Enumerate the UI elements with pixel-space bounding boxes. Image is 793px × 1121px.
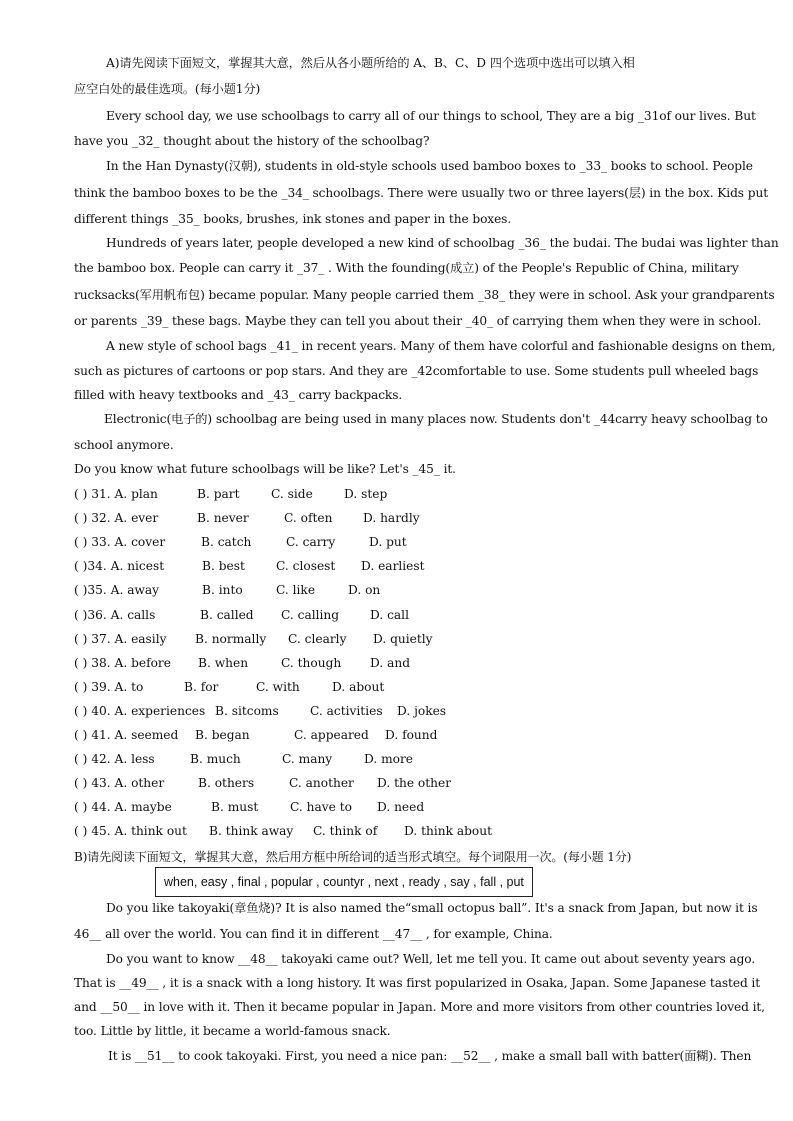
option-c: C. carry bbox=[286, 535, 336, 550]
question-stem-option-a: ( ) 44. A. maybe bbox=[74, 800, 172, 815]
question-stem-option-a: ( ) 42. A. less bbox=[74, 752, 155, 767]
option-c: C. have to bbox=[290, 800, 352, 815]
question-row bbox=[74, 703, 494, 719]
option-d: D. about bbox=[332, 679, 385, 694]
section-a-instruction-line-2: 应空白处的最佳选项。(每小题1分) bbox=[74, 82, 261, 96]
passage-a-line: A new style of school bags _41_ in recent years. Many of them have colorful and fashionable designs on them, bbox=[106, 339, 776, 353]
option-d: D. earliest bbox=[361, 559, 425, 574]
option-d: D. quietly bbox=[373, 631, 433, 646]
option-b: B. never bbox=[197, 511, 249, 526]
option-b: B. into bbox=[202, 583, 243, 598]
option-c: C. think of bbox=[313, 824, 378, 839]
question-row bbox=[74, 631, 494, 647]
option-c: C. side bbox=[271, 487, 313, 501]
option-b: B. think away bbox=[209, 824, 294, 839]
question-stem-option-a: ( ) 32. A. ever bbox=[74, 511, 159, 526]
option-b: B. must bbox=[211, 800, 259, 815]
question-row bbox=[74, 727, 494, 743]
option-d: D. need bbox=[377, 800, 425, 815]
passage-b-line: It is __51__ to cook takoyaki. First, you need a nice pan: __52__ , make a small ball with batter(面糊). Then bbox=[108, 1049, 752, 1063]
option-c: C. activities bbox=[310, 703, 383, 718]
question-stem-option-a: ( ) 37. A. easily bbox=[74, 631, 167, 646]
option-c: C. appeared bbox=[294, 728, 369, 742]
passage-a-line: filled with heavy textbooks and _43_ carry backpacks. bbox=[74, 388, 403, 402]
option-d: D. and bbox=[370, 655, 411, 670]
question-row bbox=[74, 655, 494, 671]
option-d: D. the other bbox=[377, 776, 452, 791]
option-b: B. best bbox=[202, 559, 245, 574]
passage-b-line: That is __49__ , it is a snack with a long history. It was first popularized in Osaka, Japan. Some Japanese tasted it bbox=[74, 976, 761, 990]
option-d: D. found bbox=[385, 728, 438, 742]
option-c: C. clearly bbox=[288, 631, 347, 646]
option-c: C. with bbox=[256, 679, 300, 694]
option-d: D. more bbox=[364, 752, 414, 767]
passage-a-line: rucksacks(军用帆布包) became popular. Many people carried them _38_ they were in school. Ask your grandparents bbox=[74, 288, 775, 302]
section-b-instruction: B)请先阅读下面短文，掌握其大意，然后用方框中所给词的适当形式填空。每个词限用一次。(每小题 1分) bbox=[74, 850, 632, 864]
option-d: D. hardly bbox=[363, 511, 420, 526]
option-b: B. catch bbox=[201, 535, 252, 550]
option-b: B. much bbox=[190, 752, 241, 767]
passage-a-line: Every school day, we use schoolbags to carry all of our things to school, They are a big _31of our lives. But bbox=[106, 109, 756, 123]
option-b: B. for bbox=[184, 679, 219, 694]
passage-b-line: too. Little by little, it became a world-famous snack. bbox=[74, 1024, 391, 1038]
passage-a-line: different things _35_ books, brushes, ink stones and paper in the boxes. bbox=[74, 212, 512, 226]
question-stem-option-a: ( ) 41. A. seemed bbox=[74, 728, 179, 742]
word-box: when, easy , final , popular , countyr , next , ready , say , fall , put bbox=[155, 867, 533, 897]
option-d: D. jokes bbox=[397, 703, 447, 718]
section-a-instruction-line-1: A)请先阅读下面短文，掌握其大意，然后从各小题所给的 A、B、C、D 四个选项中选出可以填入相 bbox=[106, 56, 635, 70]
question-row bbox=[74, 582, 494, 598]
option-d: D. think about bbox=[404, 824, 492, 839]
question-row bbox=[74, 799, 494, 815]
passage-a-line: Do you know what future schoolbags will be like? Let's _45_ it. bbox=[74, 462, 456, 476]
option-d: D. on bbox=[348, 583, 381, 598]
question-stem-option-a: ( )35. A. away bbox=[74, 583, 160, 598]
question-row bbox=[74, 534, 494, 550]
option-c: C. though bbox=[281, 655, 342, 670]
option-b: B. others bbox=[198, 776, 255, 791]
passage-a-line: have you _32_ thought about the history of the schoolbag? bbox=[74, 134, 430, 148]
passage-b-line: 46__ all over the world. You can find it in different __47__ , for example, China. bbox=[74, 927, 553, 941]
question-stem-option-a: ( ) 38. A. before bbox=[74, 655, 171, 670]
question-stem-option-a: ( )36. A. calls bbox=[74, 607, 156, 622]
option-b: B. part bbox=[197, 487, 240, 501]
passage-b-line: Do you like takoyaki(章鱼烧)? It is also named the“small octopus ball”. It's a snack from Japan, but now it is bbox=[106, 901, 758, 915]
passage-b-line: Do you want to know __48__ takoyaki came out? Well, let me tell you. It came out about seventy years ago. bbox=[106, 952, 756, 966]
passage-a-line: Electronic(电子的) schoolbag are being used in many places now. Students don't _44carry heavy schoolbag to bbox=[104, 412, 768, 426]
option-b: B. began bbox=[195, 728, 250, 742]
option-c: C. calling bbox=[281, 607, 340, 622]
question-row bbox=[74, 510, 494, 526]
question-row bbox=[74, 607, 494, 623]
question-stem-option-a: ( ) 39. A. to bbox=[74, 679, 144, 694]
question-stem-option-a: ( ) 45. A. think out bbox=[74, 824, 187, 839]
passage-a-line: Hundreds of years later, people developed a new kind of schoolbag _36_ the budai. The budai was lighter than bbox=[106, 236, 779, 250]
passage-a-line: school anymore. bbox=[74, 438, 174, 452]
option-b: B. called bbox=[200, 607, 254, 622]
option-c: C. closest bbox=[276, 559, 336, 574]
option-b: B. when bbox=[198, 655, 249, 670]
passage-a-line: or parents _39_ these bags. Maybe they can tell you about their _40_ of carrying them when they were in school. bbox=[74, 314, 762, 328]
question-row bbox=[74, 775, 494, 791]
option-d: D. call bbox=[370, 607, 409, 622]
passage-a-line: the bamboo box. People can carry it _37_ . With the founding(成立) of the People's Republic of China, military bbox=[74, 261, 739, 275]
question-stem-option-a: ( ) 33. A. cover bbox=[74, 535, 166, 550]
question-row bbox=[74, 486, 494, 502]
question-row bbox=[74, 558, 494, 574]
question-stem-option-a: ( ) 43. A. other bbox=[74, 776, 165, 791]
question-stem-option-a: ( ) 31. A. plan bbox=[74, 487, 158, 501]
option-d: D. step bbox=[344, 487, 388, 501]
option-b: B. normally bbox=[195, 631, 267, 646]
option-c: C. many bbox=[282, 752, 333, 767]
option-c: C. another bbox=[289, 776, 354, 791]
passage-a-line: In the Han Dynasty(汉朝), students in old-style schools used bamboo boxes to _33_ books to school. People bbox=[106, 159, 753, 173]
option-c: C. like bbox=[276, 583, 316, 598]
option-c: C. often bbox=[284, 511, 333, 526]
option-b: B. sitcoms bbox=[215, 703, 279, 718]
passage-b-line: and __50__ in love with it. Then it became popular in Japan. More and more visitors from other countries loved it, bbox=[74, 1000, 765, 1014]
question-stem-option-a: ( )34. A. nicest bbox=[74, 559, 165, 574]
passage-a-line: think the bamboo boxes to be the _34_ schoolbags. There were usually two or three layers(层) in the box. Kids put bbox=[74, 186, 768, 200]
question-stem-option-a: ( ) 40. A. experiences bbox=[74, 703, 206, 718]
question-row bbox=[74, 751, 494, 767]
passage-a-line: such as pictures of cartoons or pop stars. And they are _42comfortable to use. Some students pull wheeled bags bbox=[74, 364, 759, 378]
question-row bbox=[74, 679, 494, 695]
option-d: D. put bbox=[369, 535, 407, 550]
question-row bbox=[74, 823, 494, 839]
